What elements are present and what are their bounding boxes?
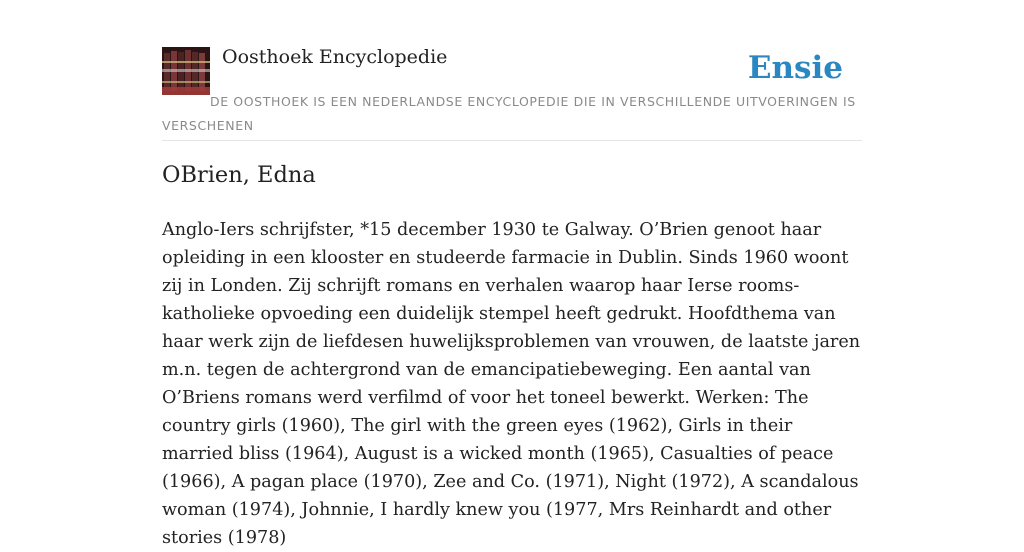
article-body: Anglo-Iers schrijfster, *15 december 1930 te Galway. O’Brien genoot haar opleiding in een klooster en studeerde farmacie in Dublin. Sinds 1960 woont zij in Londen. Zij schrijft romans en verhalen waarop haar Ierse rooms-katholieke opvoeding een duidelijk stempel heeft gedrukt. Hoofdthema van haar werk zijn de liefdesen huwelijksproblemen van vrouwen, de laatste jaren m.n. tegen de achtergrond van de emancipatiebeweging. Een aantal van O’Briens romans werd verfilmd of voor het toneel bewerkt. Werken: The country girls (1960), The girl with the green eyes (1962), Girls in their married bliss (1964), August is a wicked month (1965), Casualties of peace (1966), A pagan place (1970), Zee and Co. (1971), Night (1972), A scandalous woman (1974), Johnnie, I hardly knew you (1977, Mrs Reinhardt and other stories (1978) xyxy=(162,220,861,548)
content-container xyxy=(162,0,862,548)
source-avatar[interactable] xyxy=(162,47,210,95)
ensie-logo-link[interactable]: Ensie xyxy=(747,50,843,86)
source-header xyxy=(162,0,862,141)
source-name-link[interactable]: Oosthoek Encyclopedie xyxy=(222,46,448,68)
article-title: OBrien, Edna xyxy=(162,162,316,188)
book-spines-icon xyxy=(162,47,210,95)
source-description: DE OOSTHOEK IS EEN NEDERLANDSE ENCYCLOPEDIE DIE IN VERSCHILLENDE UITVOERINGEN IS VERSCHENEN xyxy=(162,94,856,133)
